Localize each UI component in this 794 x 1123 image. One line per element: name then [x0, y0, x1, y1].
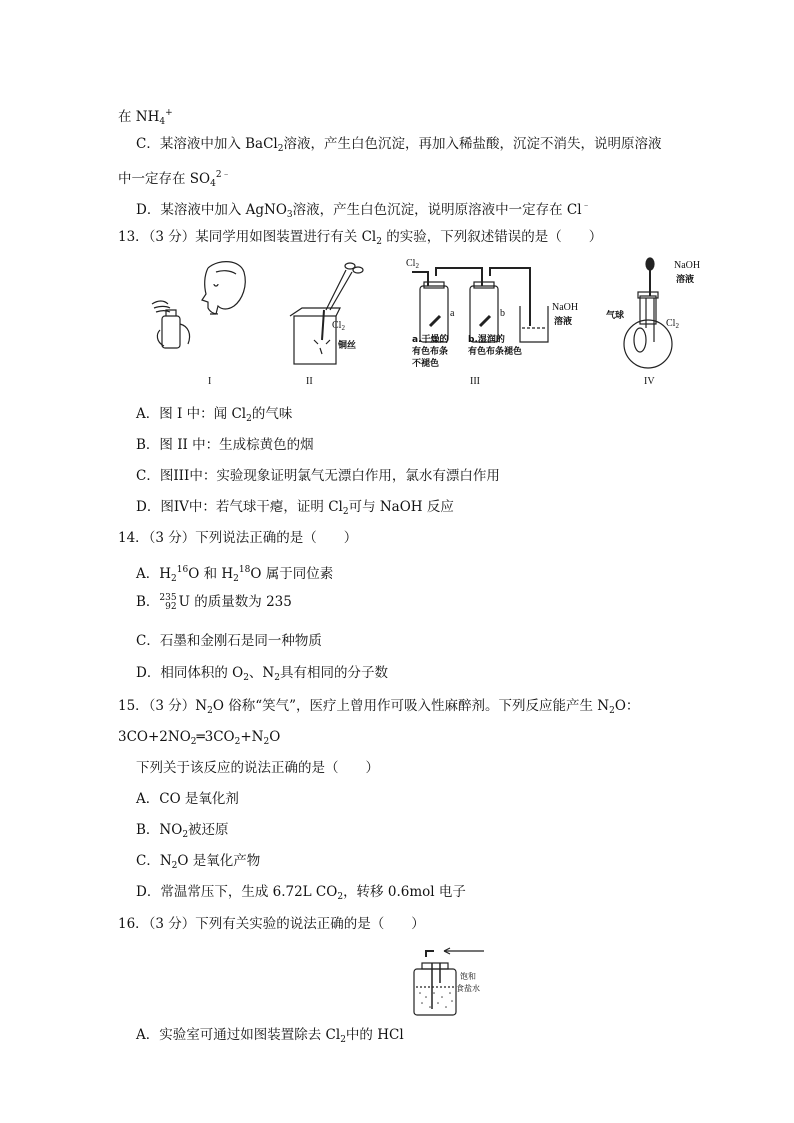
q15-sub-question: 下列关于该反应的说法正确的是（ ） — [136, 760, 379, 776]
q13-option-c: C．图III中：实验现象证明氯气无漂白作用，氯水有漂白作用 — [136, 468, 500, 484]
figure-iv-cl2: $Cl_2$ — [666, 318, 679, 330]
figure-iii-naoh: NaOH — [552, 302, 579, 313]
q13-figure — [134, 256, 701, 387]
q15-equation: $3CO+2NO_2═3CO_2+N_2O$ — [118, 729, 281, 747]
q13-option-d: D．图IV中：若气球干瘪，证明 $Cl_2$可与 NaOH 反应 — [136, 499, 454, 517]
figure-iii-dry-2: 有色布条 — [412, 347, 449, 357]
q14-stem: 14．（3 分）下列说法正确的是（ ） — [118, 530, 358, 546]
gas-washing-bottle-illustration — [414, 948, 484, 1015]
q16-fig-label-1: 饱和 — [460, 972, 476, 981]
figure-iv-illustration — [624, 258, 672, 368]
figure-iv-balloon: 气球 — [606, 311, 625, 321]
liquid-dots — [419, 992, 453, 1008]
figure-iii-soln: 溶液 — [554, 317, 573, 327]
figure-iii-mark-a: a — [450, 308, 455, 319]
figure-iv-naoh: NaOH — [674, 260, 701, 271]
figure-iii-wet-1: b.湿润的 — [468, 335, 505, 345]
q16-figure — [404, 943, 494, 1023]
q15-option-b: B．$NO_2$被还原 — [136, 822, 229, 840]
q14-option-b: B．235 92 U 的质量数为 235 — [136, 592, 292, 612]
q15-option-d: D．常温常压下，生成 6.72L $CO_2$，转移 0.6mol 电子 — [136, 884, 466, 902]
q15-option-c: C．$N_2O$ 是氧化产物 — [136, 853, 261, 871]
figure-ii-copper-label: 铜丝 — [338, 341, 357, 351]
figure-iii-cl2: $Cl_2$ — [406, 258, 419, 270]
option-d-prev: D．某溶液中加入 AgNO$_3$溶液，产生白色沉淀，说明原溶液中一定存在 Cl﹣ — [136, 201, 591, 220]
figure-iii-mark-b: b — [500, 308, 505, 319]
q15-option-a: A．CO 是氧化剂 — [136, 791, 239, 807]
q16-fig-label-2: 食盐水 — [456, 984, 480, 993]
figure-iii-label: III — [470, 376, 480, 387]
q13-option-a: A．图 I 中：闻 $Cl_2$的气味 — [136, 406, 293, 424]
figure-ii-label: II — [306, 376, 313, 387]
figure-iv-label: IV — [644, 376, 655, 387]
figure-iii-wet-2: 有色布条褪色 — [468, 347, 523, 357]
nuclide-notation: 235 92 — [159, 592, 177, 612]
option-c-prev-cont: 中一定存在 $SO_4^{2﹣}$ — [118, 170, 231, 189]
q14-option-c: C．石墨和金刚石是同一种物质 — [136, 633, 322, 649]
option-c-prev: C．某溶液中加入 BaCl$_2$溶液，产生白色沉淀，再加入稀盐酸，沉淀不消失，说明原溶液 — [136, 136, 662, 154]
q13-stem: 13．（3 分）某同学用如图装置进行有关 $Cl_2$ 的实验，下列叙述错误的是（ ） — [118, 229, 603, 247]
figure-ii-cl2: $Cl_2$ — [332, 320, 345, 332]
figure-iii-illustration — [412, 268, 548, 342]
figure-iii-dry-1: a.干燥的 — [412, 335, 449, 345]
figure-i-label: I — [208, 376, 212, 387]
q14-option-d: D．相同体积的 $O_2$、$N_2$具有相同的分子数 — [136, 665, 388, 683]
q13-option-b: B．图 II 中：生成棕黄色的烟 — [136, 437, 314, 453]
figure-iii-dry-3: 不褪色 — [412, 359, 440, 369]
q14-option-a: A．$H_2^{16}O$ 和 $H_2^{18}O$ 属于同位素 — [136, 565, 334, 584]
continuation-line: 在 $NH_4^+$ — [118, 108, 173, 127]
q16-option-a: A．实验室可通过如图装置除去 $Cl_2$中的 HCl — [136, 1027, 404, 1045]
figure-i-illustration — [152, 262, 245, 348]
q15-stem: 15．（3 分）$N_2O$ 俗称“笑气”，医疗上曾用作可吸入性麻醉剂。下列反应能产生 $N_2O$： — [118, 698, 640, 716]
figure-iv-soln: 溶液 — [676, 275, 695, 285]
q16-stem: 16．（3 分）下列有关实验的说法正确的是（ ） — [118, 916, 425, 932]
